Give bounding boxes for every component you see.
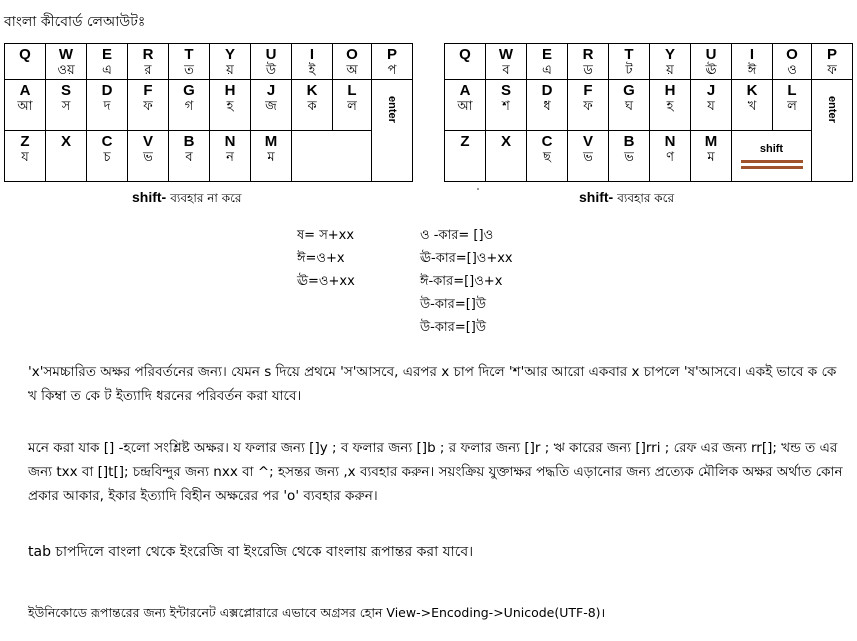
keyboard-left — [4, 43, 413, 182]
key-latin-label: M — [704, 133, 718, 150]
shift-indicator-lines — [741, 160, 803, 169]
key-bangla-label: য — [707, 99, 715, 114]
key-latin-label: E — [101, 46, 112, 63]
key-latin-label: C — [541, 133, 553, 150]
key-r[interactable] — [568, 44, 609, 80]
key-bangla-label: শ — [502, 99, 510, 114]
key-bangla-label: দ — [103, 99, 111, 114]
key-latin-label: E — [541, 46, 552, 63]
key-z[interactable] — [5, 131, 46, 182]
key-m[interactable] — [251, 131, 292, 182]
key-bangla-label: হ — [226, 99, 234, 114]
formula-line: উ-কার=[]উ — [420, 297, 486, 312]
key-h[interactable] — [650, 80, 691, 131]
key-f[interactable] — [128, 80, 169, 131]
key-l[interactable] — [333, 80, 372, 131]
key-s[interactable] — [486, 80, 527, 131]
key-bangla-label: ঊ — [705, 63, 717, 78]
key-bangla-label: ব — [502, 63, 510, 78]
key-latin-label: F — [143, 82, 153, 99]
key-latin-label: P — [826, 46, 837, 63]
key-latin-label: Y — [664, 46, 675, 63]
key-latin-label: S — [500, 82, 511, 99]
key-c[interactable] — [527, 131, 568, 182]
key-latin-label: A — [459, 82, 471, 99]
key-latin-label: W — [498, 46, 514, 63]
key-latin-label: F — [583, 82, 593, 99]
key-bangla-label: ড — [583, 63, 593, 78]
key-latin-label: L — [787, 82, 797, 99]
key-y[interactable] — [650, 44, 691, 80]
caption-left-shift: shift- — [132, 189, 167, 205]
key-bangla-label: ল — [347, 99, 357, 114]
key-bangla-label: চ — [103, 150, 111, 165]
key-latin-label: J — [706, 82, 716, 99]
key-bangla-label: ক — [307, 99, 317, 114]
key-p[interactable] — [812, 44, 853, 80]
key-latin-label: T — [184, 46, 194, 63]
key-bangla-label: ও — [787, 63, 797, 78]
key-x[interactable] — [46, 131, 87, 182]
key-k[interactable] — [292, 80, 333, 131]
key-u[interactable] — [691, 44, 732, 80]
caption-right — [579, 189, 674, 210]
key-d[interactable] — [527, 80, 568, 131]
key-latin-label: X — [60, 133, 71, 150]
key-bangla-label: ম — [267, 150, 275, 165]
key-latin-label: S — [60, 82, 71, 99]
key-bangla-label: ত — [184, 63, 194, 78]
key-bangla-label: জ — [265, 99, 277, 114]
formula-line: ঈ-কার=[]ও+x — [420, 274, 503, 289]
key-f[interactable] — [568, 80, 609, 131]
key-k[interactable] — [732, 80, 773, 131]
key-latin-label: N — [224, 133, 236, 150]
key-latin-label: T — [624, 46, 634, 63]
formula-line: ঊ-কার=[]ও+xx — [420, 251, 513, 266]
key-latin-label: W — [58, 46, 74, 63]
key-latin-label: L — [347, 82, 357, 99]
key-latin-label: K — [306, 82, 318, 99]
key-latin-label: P — [386, 46, 397, 63]
key-latin-label: Q — [459, 46, 471, 63]
key-p[interactable] — [372, 44, 413, 80]
key-b[interactable] — [169, 131, 210, 182]
key-latin-label: V — [142, 133, 153, 150]
key-bangla-label: হ — [666, 99, 674, 114]
key-o[interactable] — [773, 44, 812, 80]
key-n[interactable] — [650, 131, 691, 182]
caption-left — [132, 189, 242, 210]
key-bangla-label: ভ — [583, 150, 593, 165]
key-bangla-label: ণ — [666, 150, 674, 165]
key-latin-label: B — [623, 133, 635, 150]
key-bangla-label: য — [21, 150, 29, 165]
key-g[interactable] — [169, 80, 210, 131]
key-l[interactable] — [773, 80, 812, 131]
key-a[interactable] — [5, 80, 46, 131]
key-bangla-label: ঈ — [747, 63, 757, 78]
key-bangla-label: উ — [265, 63, 277, 78]
key-latin-label: A — [19, 82, 31, 99]
shift-key[interactable] — [732, 131, 812, 182]
paragraph-unicode: ইউনিকোডে রূপান্তরের জন্য ইন্টারনেট এক্সপ্লোরারে এভাবে অগ্রসর হোন View->Encoding->Unicode(UTF-8)। — [28, 605, 606, 620]
key-latin-label: G — [183, 82, 195, 99]
key-latin-label: V — [582, 133, 593, 150]
page-title: বাংলা কীবোর্ড লেআউটঃ — [4, 14, 146, 30]
key-latin-label: U — [705, 46, 717, 63]
formulas-right — [420, 224, 513, 339]
key-latin-label: R — [582, 46, 594, 63]
key-latin-label: D — [101, 82, 113, 99]
key-m[interactable] — [691, 131, 732, 182]
formula-line: ও -কার= []ও — [420, 228, 494, 243]
key-bangla-label: আ — [17, 99, 33, 114]
key-bangla-label: এ — [542, 63, 552, 78]
key-latin-label: U — [265, 46, 277, 63]
key-latin-label: G — [623, 82, 635, 99]
key-bangla-label: এ — [102, 63, 112, 78]
key-y[interactable] — [210, 44, 251, 80]
key-latin-label: H — [664, 82, 676, 99]
key-bangla-label: ছ — [543, 150, 551, 165]
key-q[interactable] — [5, 44, 46, 80]
key-e[interactable] — [527, 44, 568, 80]
key-a[interactable] — [445, 80, 486, 131]
caption-left-text: ব্যবহার না করে — [170, 191, 242, 205]
key-bangla-label: অ — [346, 63, 358, 78]
key-latin-label: J — [266, 82, 276, 99]
stray-dot — [477, 188, 479, 190]
key-r[interactable] — [128, 44, 169, 80]
key-i[interactable] — [732, 44, 773, 80]
key-latin-label: C — [101, 133, 113, 150]
key-x[interactable] — [486, 131, 527, 182]
key-bangla-label: আ — [457, 99, 473, 114]
formula-line: ঊ=ও+xx — [297, 274, 355, 289]
key-u[interactable] — [251, 44, 292, 80]
enter-key[interactable] — [372, 80, 413, 182]
key-bangla-label: ট — [625, 63, 633, 78]
key-bangla-label: ভ — [624, 150, 634, 165]
formulas-left — [297, 224, 355, 293]
key-bangla-label: গ — [184, 99, 194, 114]
key-latin-label: Y — [224, 46, 235, 63]
key-o[interactable] — [333, 44, 372, 80]
key-bangla-label: ফ — [143, 99, 153, 114]
enter-key-label: enter — [826, 96, 838, 123]
key-v[interactable] — [568, 131, 609, 182]
key-latin-label: M — [264, 133, 278, 150]
key-h[interactable] — [210, 80, 251, 131]
key-latin-label: B — [183, 133, 195, 150]
formula-line: উ-কার=[]উ — [420, 320, 486, 335]
enter-key[interactable] — [812, 80, 853, 182]
formula-line: ষ= স+xx — [297, 228, 355, 243]
formula-line: ঈ=ও+x — [297, 251, 345, 266]
key-bangla-label: য় — [666, 63, 674, 78]
keyboard-right — [444, 43, 853, 182]
key-latin-label: Z — [20, 133, 30, 150]
caption-right-shift: shift- — [579, 189, 614, 205]
key-bangla-label: প — [387, 63, 397, 78]
key-w[interactable] — [486, 44, 527, 80]
key-n[interactable] — [210, 131, 251, 182]
paragraph-conjuncts: মনে করা যাক [] -হলো সংশ্লিষ্ট অক্ষর। য ফলার জন্য []y ; ব ফলার জন্য []b ; র ফলার জন্য []r ; ঋ কারের জন্য []rri ; রেফ এর জন্য rr[]; খন্ড ত এর জন্য txx বা []t[]; চন্দ্রবিন্দুর জন্য nxx বা ^; হসন্তর জন্য ,x ব্যবহার করুন। সয়ংক্রিয় যুক্তাক্ষর পদ্ধতি এড়ানোর জন্য প্রত্যেক মৌলিক অক্ষর অর্থাত কোন প্রকার আকার, ইকার ইত্যাদি বিহীন অক্ষরের পর 'o' ব্যবহার করুন। — [28, 440, 843, 504]
key-t[interactable] — [169, 44, 210, 80]
paragraph-x-key: 'x'সমচ্চারিত অক্ষর পরিবর্তনের জন্য। যেমন s দিয়ে প্রথমে 'স'আসবে, এরপর x চাপ দিলে 'শ'আর আরো একবার x চাপলে 'ষ'আসবে। একই ভাবে ক কে খ কিম্বা ত কে ট ইত্যাদি ধরনের পরিবর্তন করা যাবে। — [28, 364, 837, 404]
caption-right-text: ব্যবহার করে — [617, 191, 675, 205]
key-bangla-label: ন — [226, 150, 234, 165]
key-e[interactable] — [87, 44, 128, 80]
key-latin-label: I — [749, 46, 755, 63]
key-latin-label: R — [142, 46, 154, 63]
key-w[interactable] — [46, 44, 87, 80]
key-i[interactable] — [292, 44, 333, 80]
key-g[interactable] — [609, 80, 650, 131]
key-v[interactable] — [128, 131, 169, 182]
key-j[interactable] — [251, 80, 292, 131]
key-s[interactable] — [46, 80, 87, 131]
key-bangla-label: স — [61, 99, 71, 114]
key-latin-label: O — [346, 46, 358, 63]
key-bangla-label: ফ — [827, 63, 837, 78]
key-bangla-label: ল — [787, 99, 797, 114]
key-latin-label: Z — [460, 133, 470, 150]
key-latin-label: I — [309, 46, 315, 63]
key-latin-label: O — [786, 46, 798, 63]
key-latin-label: X — [500, 133, 511, 150]
key-latin-label: Q — [19, 46, 31, 63]
key-latin-label: N — [664, 133, 676, 150]
key-t[interactable] — [609, 44, 650, 80]
key-bangla-label: ই — [308, 63, 316, 78]
shift-key-label: shift — [759, 143, 784, 155]
enter-key-label: enter — [386, 96, 398, 123]
key-bangla-label: ভ — [143, 150, 153, 165]
paragraph-tab: tab চাপদিলে বাংলা থেকে ইংরেজি বা ইংরেজি থেকে বাংলায় রূপান্তর করা যাবে। — [28, 544, 474, 560]
key-bangla-label: ফ — [583, 99, 593, 114]
key-bangla-label: ওয় — [57, 63, 75, 78]
key-j[interactable] — [691, 80, 732, 131]
key-bangla-label: র — [144, 63, 152, 78]
key-bangla-label: ব — [185, 150, 193, 165]
key-d[interactable] — [87, 80, 128, 131]
key-latin-label: D — [541, 82, 553, 99]
key-bangla-label: খ — [747, 99, 757, 114]
key-bangla-label: য় — [226, 63, 234, 78]
blank-key[interactable] — [292, 131, 372, 182]
key-latin-label: H — [224, 82, 236, 99]
key-b[interactable] — [609, 131, 650, 182]
key-bangla-label: ম — [707, 150, 715, 165]
key-bangla-label: ধ — [543, 99, 551, 114]
key-q[interactable] — [445, 44, 486, 80]
key-z[interactable] — [445, 131, 486, 182]
key-c[interactable] — [87, 131, 128, 182]
key-latin-label: K — [746, 82, 758, 99]
key-bangla-label: ঘ — [624, 99, 634, 114]
